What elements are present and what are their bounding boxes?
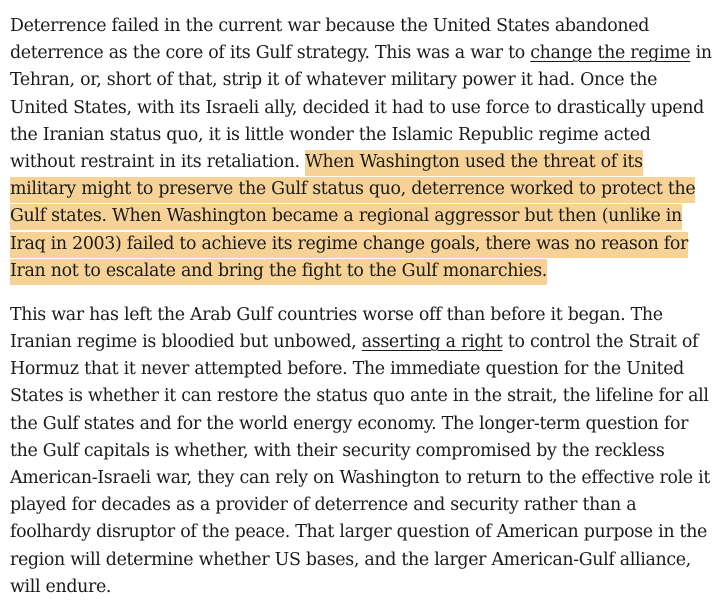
text-line <box>10 176 714 203</box>
text-line: played for decades as a provider of deterrence and security rather than a <box>10 495 637 516</box>
text-segment: Iranian regime is bloodied but unbowed, <box>10 332 362 353</box>
text-line <box>10 40 714 67</box>
text-line <box>10 231 714 258</box>
text-segment: without restraint in its retaliation. <box>10 151 306 172</box>
text-line: This war has left the Arab Gulf countries worse off than before it began. The <box>10 304 663 325</box>
text-segment: to control the Strait of <box>502 332 699 353</box>
paragraph-2 <box>10 302 714 601</box>
text-line <box>10 258 714 285</box>
highlighted-text: Gulf states. When Washington became a regional aggressor but then (unlike in <box>10 204 682 230</box>
text-line: American-Israeli war, they can rely on Washington to return to the effective role it <box>10 468 710 488</box>
paragraph-1 <box>10 13 714 285</box>
text-line: the Iranian status quo, it is little wonder the Islamic Republic regime acted <box>10 124 651 145</box>
asserting-a-right-link[interactable]: asserting a right <box>361 332 503 353</box>
text-line: the Gulf capitals is whether, with their security compromised by the reckless <box>10 440 665 461</box>
highlighted-text: When Washington used the threat of its <box>305 150 643 176</box>
highlighted-text: Iran not to escalate and bring the fight to the Gulf monarchies. <box>10 259 547 285</box>
text-line: Tehran, or, short of that, strip it of whatever military power it had. Once the <box>10 70 658 91</box>
text-line <box>10 149 714 176</box>
change-the-regime-link[interactable]: change the regime <box>530 43 691 64</box>
text-line: United States, with its Israeli ally, decided it had to use force to drastically upend <box>10 97 704 118</box>
text-line <box>10 329 714 356</box>
text-line: foolhardy disruptor of the peace. That larger question of American purpose in the <box>10 522 707 543</box>
text-line: States is whether it can restore the status quo ante in the strait, the lifeline for all <box>10 386 709 407</box>
text-segment: deterrence as the core of its Gulf strategy. This was a war to <box>10 43 531 64</box>
text-line: region will determine whether US bases, and the larger American-Gulf alliance, <box>10 549 691 570</box>
text-line: will endure. <box>10 576 112 597</box>
text-segment: in <box>690 43 712 64</box>
highlighted-text: military might to preserve the Gulf status quo, deterrence worked to protect the <box>10 177 695 203</box>
text-line: the Gulf states and for the world energy economy. The longer-term question for <box>10 413 689 434</box>
highlighted-text: Iraq in 2003) failed to achieve its regime change goals, there was no reason for <box>10 232 688 258</box>
text-line: Deterrence failed in the current war because the United States abandoned <box>10 16 649 36</box>
text-line <box>10 203 714 230</box>
text-line: Hormuz that it never attempted before. The immediate question for the United <box>10 359 684 380</box>
